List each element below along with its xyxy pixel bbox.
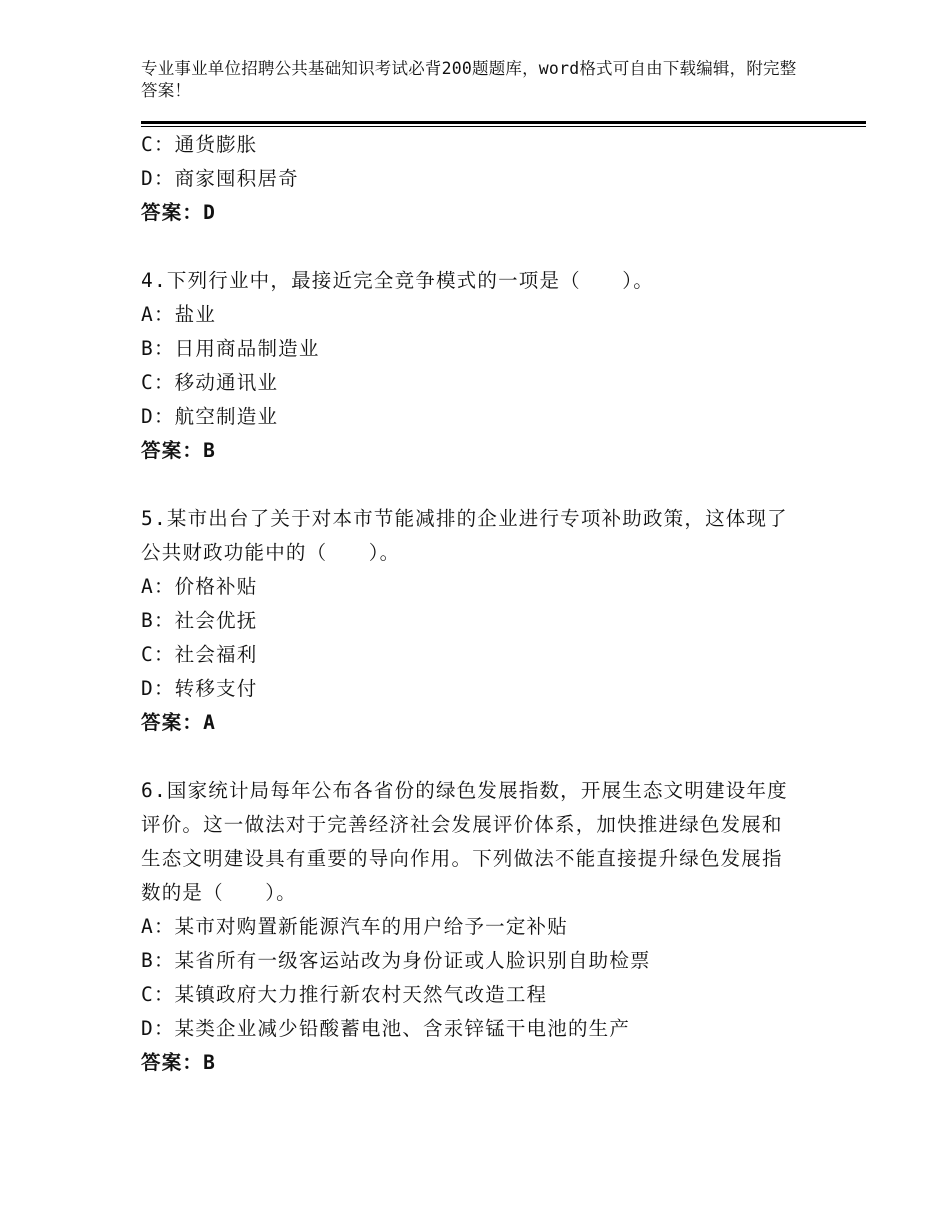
- header-rule-thick: [141, 121, 866, 124]
- spacer: [141, 230, 801, 264]
- answer-line: 答案：B: [141, 439, 217, 462]
- option-c: C：社会福利: [141, 643, 258, 666]
- question-stem: 4.下列行业中，最接近完全竞争模式的一项是（ ）。: [141, 269, 654, 292]
- header-rule-thin: [141, 126, 866, 127]
- question-4: [141, 264, 801, 468]
- option-a: A：某市对购置新能源汽车的用户给予一定补贴: [141, 915, 568, 938]
- previous-question-tail: [141, 128, 801, 230]
- option-d: D：商家囤积居奇: [141, 167, 299, 190]
- option-a: A：价格补贴: [141, 575, 258, 598]
- option-b: B：日用商品制造业: [141, 337, 320, 360]
- question-stem: 5.某市出台了关于对本市节能减排的企业进行专项补助政策，这体现了公共财政功能中的（ ）。: [141, 507, 788, 564]
- option-c: C：通货膨胀: [141, 133, 258, 156]
- option-d: D：某类企业减少铅酸蓄电池、含汞锌锰干电池的生产: [141, 1017, 631, 1040]
- document-body: [141, 128, 801, 1080]
- header-text: 专业事业单位招聘公共基础知识考试必背200题题库，word格式可自由下载编辑，附完整答案！: [141, 59, 797, 100]
- option-c: C：某镇政府大力推行新农村天然气改造工程: [141, 983, 548, 1006]
- answer-line: 答案：B: [141, 1051, 217, 1074]
- spacer: [141, 468, 801, 502]
- question-5: [141, 502, 801, 740]
- option-a: A：盐业: [141, 303, 217, 326]
- answer-line: 答案：D: [141, 201, 217, 224]
- question-6: [141, 774, 801, 1080]
- answer-line: 答案：A: [141, 711, 217, 734]
- option-c: C：移动通讯业: [141, 371, 279, 394]
- option-d: D：转移支付: [141, 677, 258, 700]
- option-b: B：社会优抚: [141, 609, 258, 632]
- page-header: [141, 58, 801, 102]
- spacer: [141, 740, 801, 774]
- option-b: B：某省所有一级客运站改为身份证或人脸识别自助检票: [141, 949, 651, 972]
- option-d: D：航空制造业: [141, 405, 279, 428]
- question-stem: 6.国家统计局每年公布各省份的绿色发展指数，开展生态文明建设年度评价。这一做法对于完善经济社会发展评价体系，加快推进绿色发展和生态文明建设具有重要的导向作用。下列做法不能直接提升绿色发展指数的是（ ）。: [141, 779, 788, 904]
